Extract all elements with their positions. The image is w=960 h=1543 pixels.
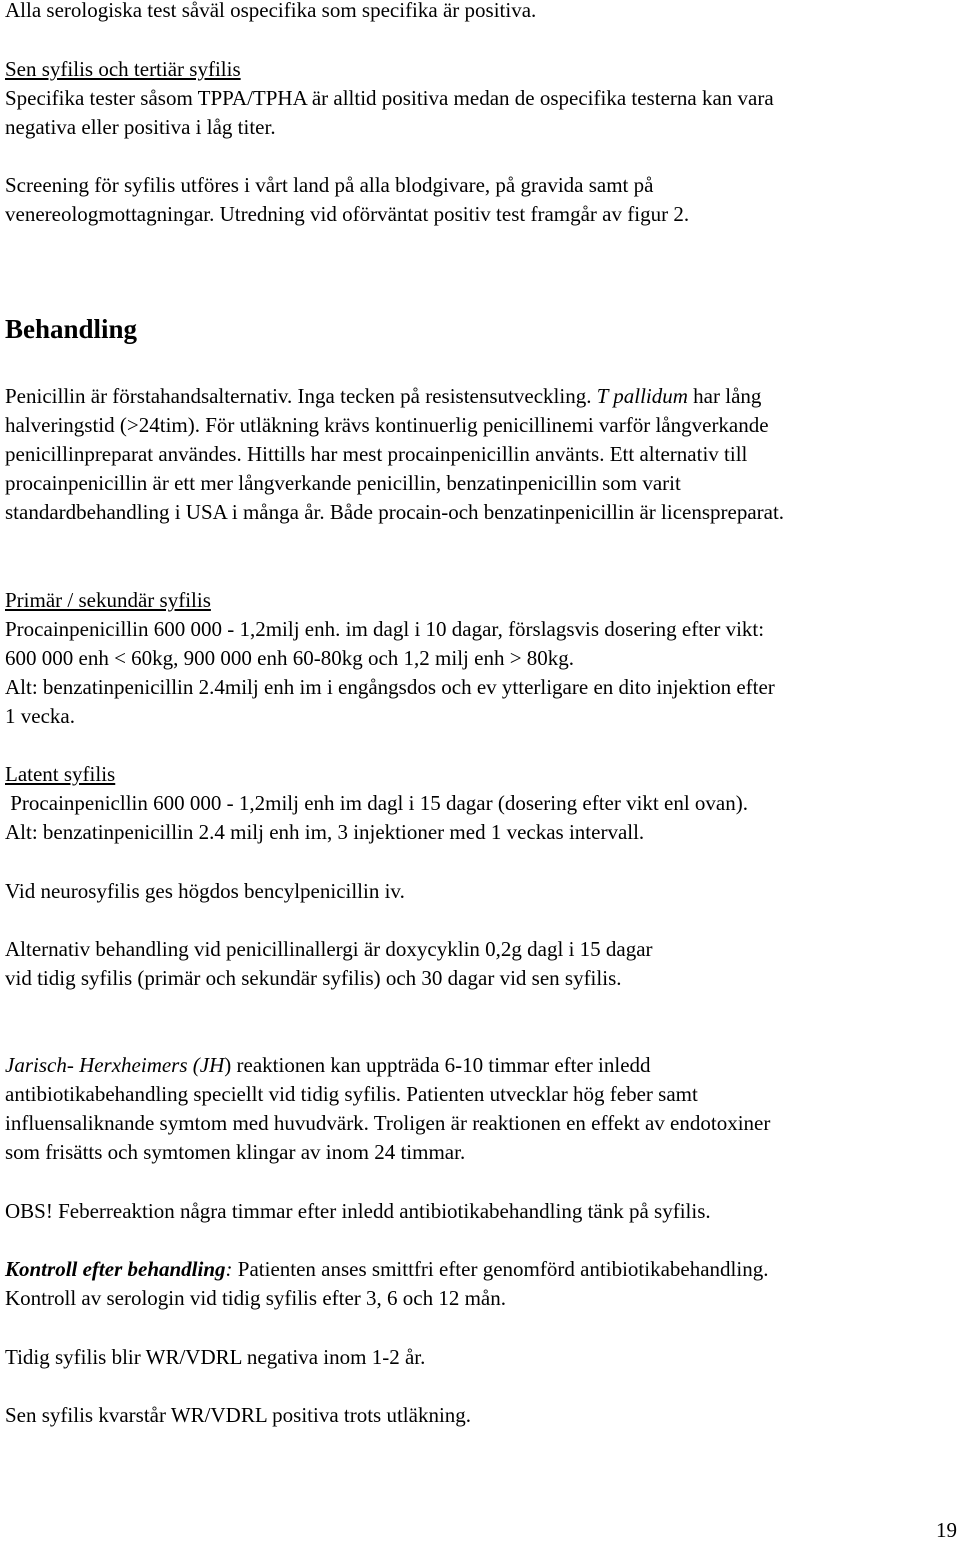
text-segment: ) reaktionen kan uppträda 6-10 timmar efter inledd bbox=[224, 1053, 651, 1077]
section-title-latent-syfilis: Latent syfilis bbox=[5, 762, 116, 786]
text-line: Alt: benzatinpenicillin 2.4 milj enh im, 3 injektioner med 1 veckas intervall. bbox=[5, 820, 645, 844]
latent-syfilis-section bbox=[5, 760, 950, 847]
tidig-syfilis-paragraph bbox=[5, 1343, 950, 1372]
kontroll-colon: : bbox=[225, 1257, 233, 1281]
text-line: halveringstid (>24tim). För utläkning krävs kontinuerlig penicillinemi varför långverkande bbox=[5, 413, 769, 437]
text-line: vid tidig syfilis (primär och sekundär syfilis) och 30 dagar vid sen syfilis. bbox=[5, 966, 622, 990]
text-line: Kontroll av serologin vid tidig syfilis efter 3, 6 och 12 mån. bbox=[5, 1286, 507, 1310]
intro-paragraph bbox=[5, 0, 950, 25]
text-line: Sen syfilis kvarstår WR/VDRL positiva trots utläkning. bbox=[5, 1403, 472, 1427]
text-line: penicillinpreparat användes. Hittills har mest procainpenicillin använts. Ett alternativ till bbox=[5, 442, 748, 466]
text-segment: Penicillin är förstahandsalternativ. Inga tecken på resistensutveckling. bbox=[5, 384, 597, 408]
text-line: Procainpenicillin 600 000 - 1,2milj enh. im dagl i 10 dagar, förslagsvis dosering efter vikt: bbox=[5, 617, 765, 641]
allergi-paragraph bbox=[5, 935, 950, 993]
text-line: Specifika tester såsom TPPA/TPHA är alltid positiva medan de ospecifika testerna kan vara bbox=[5, 86, 774, 110]
text-segment: har lång bbox=[687, 384, 762, 408]
text-line: procainpenicillin är ett mer långverkande penicillin, benzatinpenicillin som varit bbox=[5, 471, 681, 495]
text-line bbox=[5, 382, 950, 411]
text-line: negativa eller positiva i låg titer. bbox=[5, 115, 276, 139]
text-line: antibiotikabehandling speciellt vid tidig syfilis. Patienten utvecklar hög feber samt bbox=[5, 1082, 698, 1106]
obs-paragraph bbox=[5, 1197, 950, 1226]
text-line: standardbehandling i USA i många år. Både procain-och benzatinpenicillin är licenspreparat. bbox=[5, 500, 785, 524]
text-line: influensaliknande symtom med huvudvärk. Troligen är reaktionen en effekt av endotoxiner bbox=[5, 1111, 771, 1135]
neurosyfilis-paragraph bbox=[5, 877, 950, 906]
kontroll-paragraph bbox=[5, 1255, 950, 1313]
screening-paragraph bbox=[5, 171, 950, 229]
behandling-paragraph bbox=[5, 382, 950, 527]
section-title-sen-syfilis: Sen syfilis och tertiär syfilis bbox=[5, 57, 241, 81]
kontroll-label: Kontroll efter behandling bbox=[5, 1257, 226, 1281]
text-line: 1 vecka. bbox=[5, 704, 75, 728]
text-line: Alla serologiska test såväl ospecifika som specifika är positiva. bbox=[5, 0, 537, 22]
sen-syfilis-kvarstar-paragraph bbox=[5, 1401, 950, 1430]
sen-syfilis-section bbox=[5, 55, 950, 142]
page-number: 19 bbox=[936, 1518, 957, 1542]
text-segment: Patienten anses smittfri efter genomförd antibiotikabehandling. bbox=[232, 1257, 769, 1281]
text-line: venereologmottagningar. Utredning vid oförväntat positiv test framgår av figur 2. bbox=[5, 202, 690, 226]
text-line bbox=[5, 1255, 950, 1284]
organism-name: T pallidum bbox=[596, 384, 688, 408]
text-line: Vid neurosyfilis ges högdos bencylpenicillin iv. bbox=[5, 879, 405, 903]
heading-behandling: Behandling bbox=[5, 314, 138, 344]
text-line: 600 000 enh < 60kg, 900 000 enh 60-80kg och 1,2 milj enh > 80kg. bbox=[5, 646, 575, 670]
primar-sekundar-section bbox=[5, 586, 950, 731]
text-line: Screening för syfilis utföres i vårt land på alla blodgivare, på gravida samt på bbox=[5, 173, 654, 197]
text-line: OBS! Feberreaktion några timmar efter inledd antibiotikabehandling tänk på syfilis. bbox=[5, 1199, 711, 1223]
text-line: Procainpenicllin 600 000 - 1,2milj enh im dagl i 15 dagar (dosering efter vikt enl ovan). bbox=[5, 791, 748, 815]
jarisch-herxheimer-paragraph bbox=[5, 1051, 950, 1167]
text-line: Tidig syfilis blir WR/VDRL negativa inom 1-2 år. bbox=[5, 1345, 426, 1369]
section-title-primar-sekundar: Primär / sekundär syfilis bbox=[5, 588, 211, 612]
text-line: som frisätts och symtomen klingar av inom 24 timmar. bbox=[5, 1140, 466, 1164]
text-line bbox=[5, 1051, 950, 1080]
text-line: Alt: benzatinpenicillin 2.4milj enh im i engångsdos och ev ytterligare en dito injektion efter bbox=[5, 675, 775, 699]
text-line: Alternativ behandling vid penicillinallergi är doxycyklin 0,2g dagl i 15 dagar bbox=[5, 937, 653, 961]
reaction-name: Jarisch- Herxheimers (JH bbox=[5, 1053, 225, 1077]
